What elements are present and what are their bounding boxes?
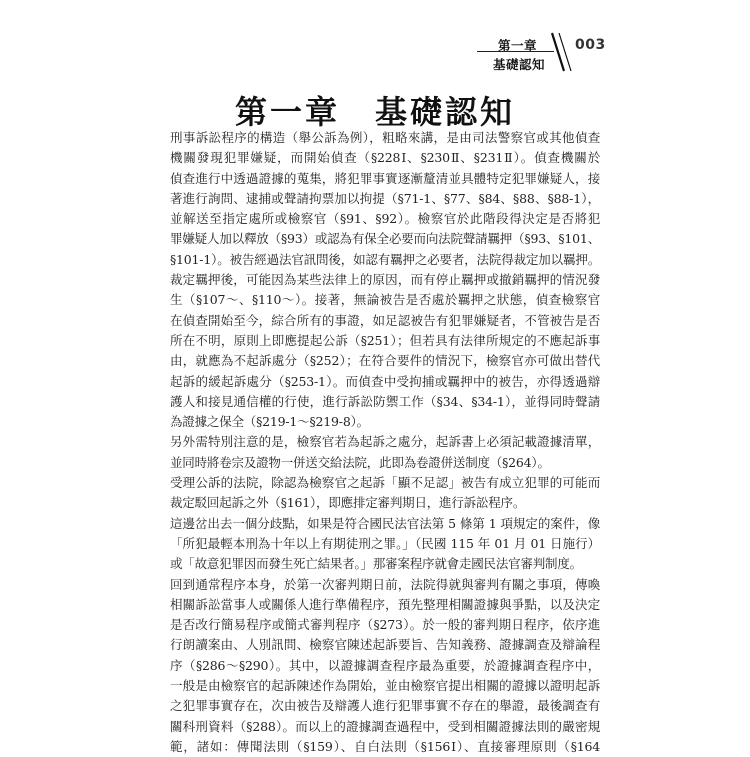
text-line: 相關訴訟當事人或關係人進行準備程序，預先整理相關證據與爭點，以及決定 <box>170 596 600 612</box>
text-line: 裁定羈押後，可能因為某些法律上的原因，而有停止羈押或撤銷羈押的情況發 <box>170 272 600 288</box>
text-line: 「所犯最輕本刑為十年以上有期徒刑之罪。」（民國 115 年 01 月 01 日施行） <box>170 535 600 551</box>
header-slash-ornament <box>548 30 576 74</box>
text-line: 並同時將卷宗及證物一併送交給法院，此即為卷證併送制度（§264）。 <box>170 454 550 470</box>
running-header-section: 基礎認知 <box>493 57 546 72</box>
text-line: §101-1）。被告經過法官訊問後，如認有羈押之必要者，法院得裁定加以羈押。 <box>170 251 600 267</box>
running-header-chapter: 第一章 <box>498 38 538 53</box>
text-line: 機關發現犯罪嫌疑，而開始偵查（§228Ⅰ、§230Ⅱ、§231Ⅱ）。偵查機關於 <box>170 150 600 166</box>
text-line: 起訴的緩起訴處分（§253-1）。而偵查中受拘捕或羈押中的被告，亦得透過辯 <box>170 373 600 389</box>
text-line: 罪嫌疑人加以釋放（§93）或認為有保全必要而向法院聲請羈押（§93、§101、 <box>170 231 600 247</box>
text-line: 序（§286～§290）。其中，以證據調查程序最為重要，於證據調查程序中， <box>170 657 600 673</box>
chapter-title: 第一章 基礎認知 <box>234 93 515 131</box>
text-line: 所在不明，原則上即應提起公訴（§251）；但若具有法律所規定的不應起訴事 <box>170 332 600 348</box>
text-line: 由，就應為不起訴處分（§252）；在符合要件的情況下，檢察官亦可做出替代 <box>170 353 600 369</box>
text-line: 刑事訴訟程序的構造（舉公訴為例），粗略來講，是由司法警察官或其他偵查 <box>170 130 600 145</box>
text-line: 裁定駁回起訴之外（§161），即應排定審判期日，進行訴訟程序。 <box>170 495 526 511</box>
text-line: 是否改行簡易程序或簡式審判程序（§273）。於一般的審判期日程序，依序進 <box>170 617 600 633</box>
header-rule <box>477 51 554 52</box>
text-line: 範，諸如：傳聞法則（§159）、自白法則（§156Ⅰ）、直接審理原則（§164 <box>170 738 600 754</box>
text-line: 這邊岔出去一個分歧點，如果是符合國民法官法第 5 條第 1 項規定的案件，像 <box>170 515 600 531</box>
text-line: 之犯罪事實存在，次由被告及辯護人進行犯罪事實不存在的舉證，最後調查有 <box>170 698 600 714</box>
text-line: 另外需特別注意的是，檢察官若為起訴之處分，起訴書上必須記載證據清單， <box>170 434 600 450</box>
body-text <box>170 128 600 757</box>
text-line: 一般是由檢察官的起訴陳述作為開始，並由檢察官提出相關的證據以證明起訴 <box>170 678 600 694</box>
page-number: 003 <box>575 37 606 53</box>
text-line: 回到通常程序本身，於第一次審判期日前，法院得就與審判有關之事項，傳喚 <box>170 576 600 592</box>
text-line: 偵查進行中透過證據的蒐集，將犯罪事實逐漸釐清並具體特定犯罪嫌疑人，接 <box>170 170 600 186</box>
text-line: 生（§107～、§110～）。接著，無論被告是否處於羈押之狀態，偵查檢察官 <box>170 292 600 308</box>
text-line: 或「故意犯罪因而發生死亡結果者。」那審案程序就會走國民法官審判制度。 <box>170 556 582 572</box>
text-line: 關科刑資料（§288）。而以上的證據調查過程中，受到相關證據法則的嚴密規 <box>170 718 600 734</box>
text-line: 受理公訴的法院，除認為檢察官之起訴「顯不足認」被告有成立犯罪的可能而 <box>170 475 600 491</box>
text-line: 並解送至指定處所或檢察官（§91、§92）。檢察官於此階段得決定是否將犯 <box>170 211 600 227</box>
text-line: 在偵查開始至今，綜合所有的事證，如足認被告有犯罪嫌疑者，不管被告是否 <box>170 312 600 328</box>
text-line: 為證據之保全（§219-1～§219-8）。 <box>170 414 369 430</box>
text-line: 著進行詢問、逮捕或聲請拘票加以拘提（§71-1、§77、§84、§88、§88-1）， <box>170 190 600 206</box>
text-line: 護人和接見通信權的行使，進行訴訟防禦工作（§34、§34-1），並得同時聲請 <box>170 393 600 409</box>
text-line: 行朗讀案由、人別訊問、檢察官陳述起訴要旨、告知義務、證據調查及辯論程 <box>170 637 600 653</box>
